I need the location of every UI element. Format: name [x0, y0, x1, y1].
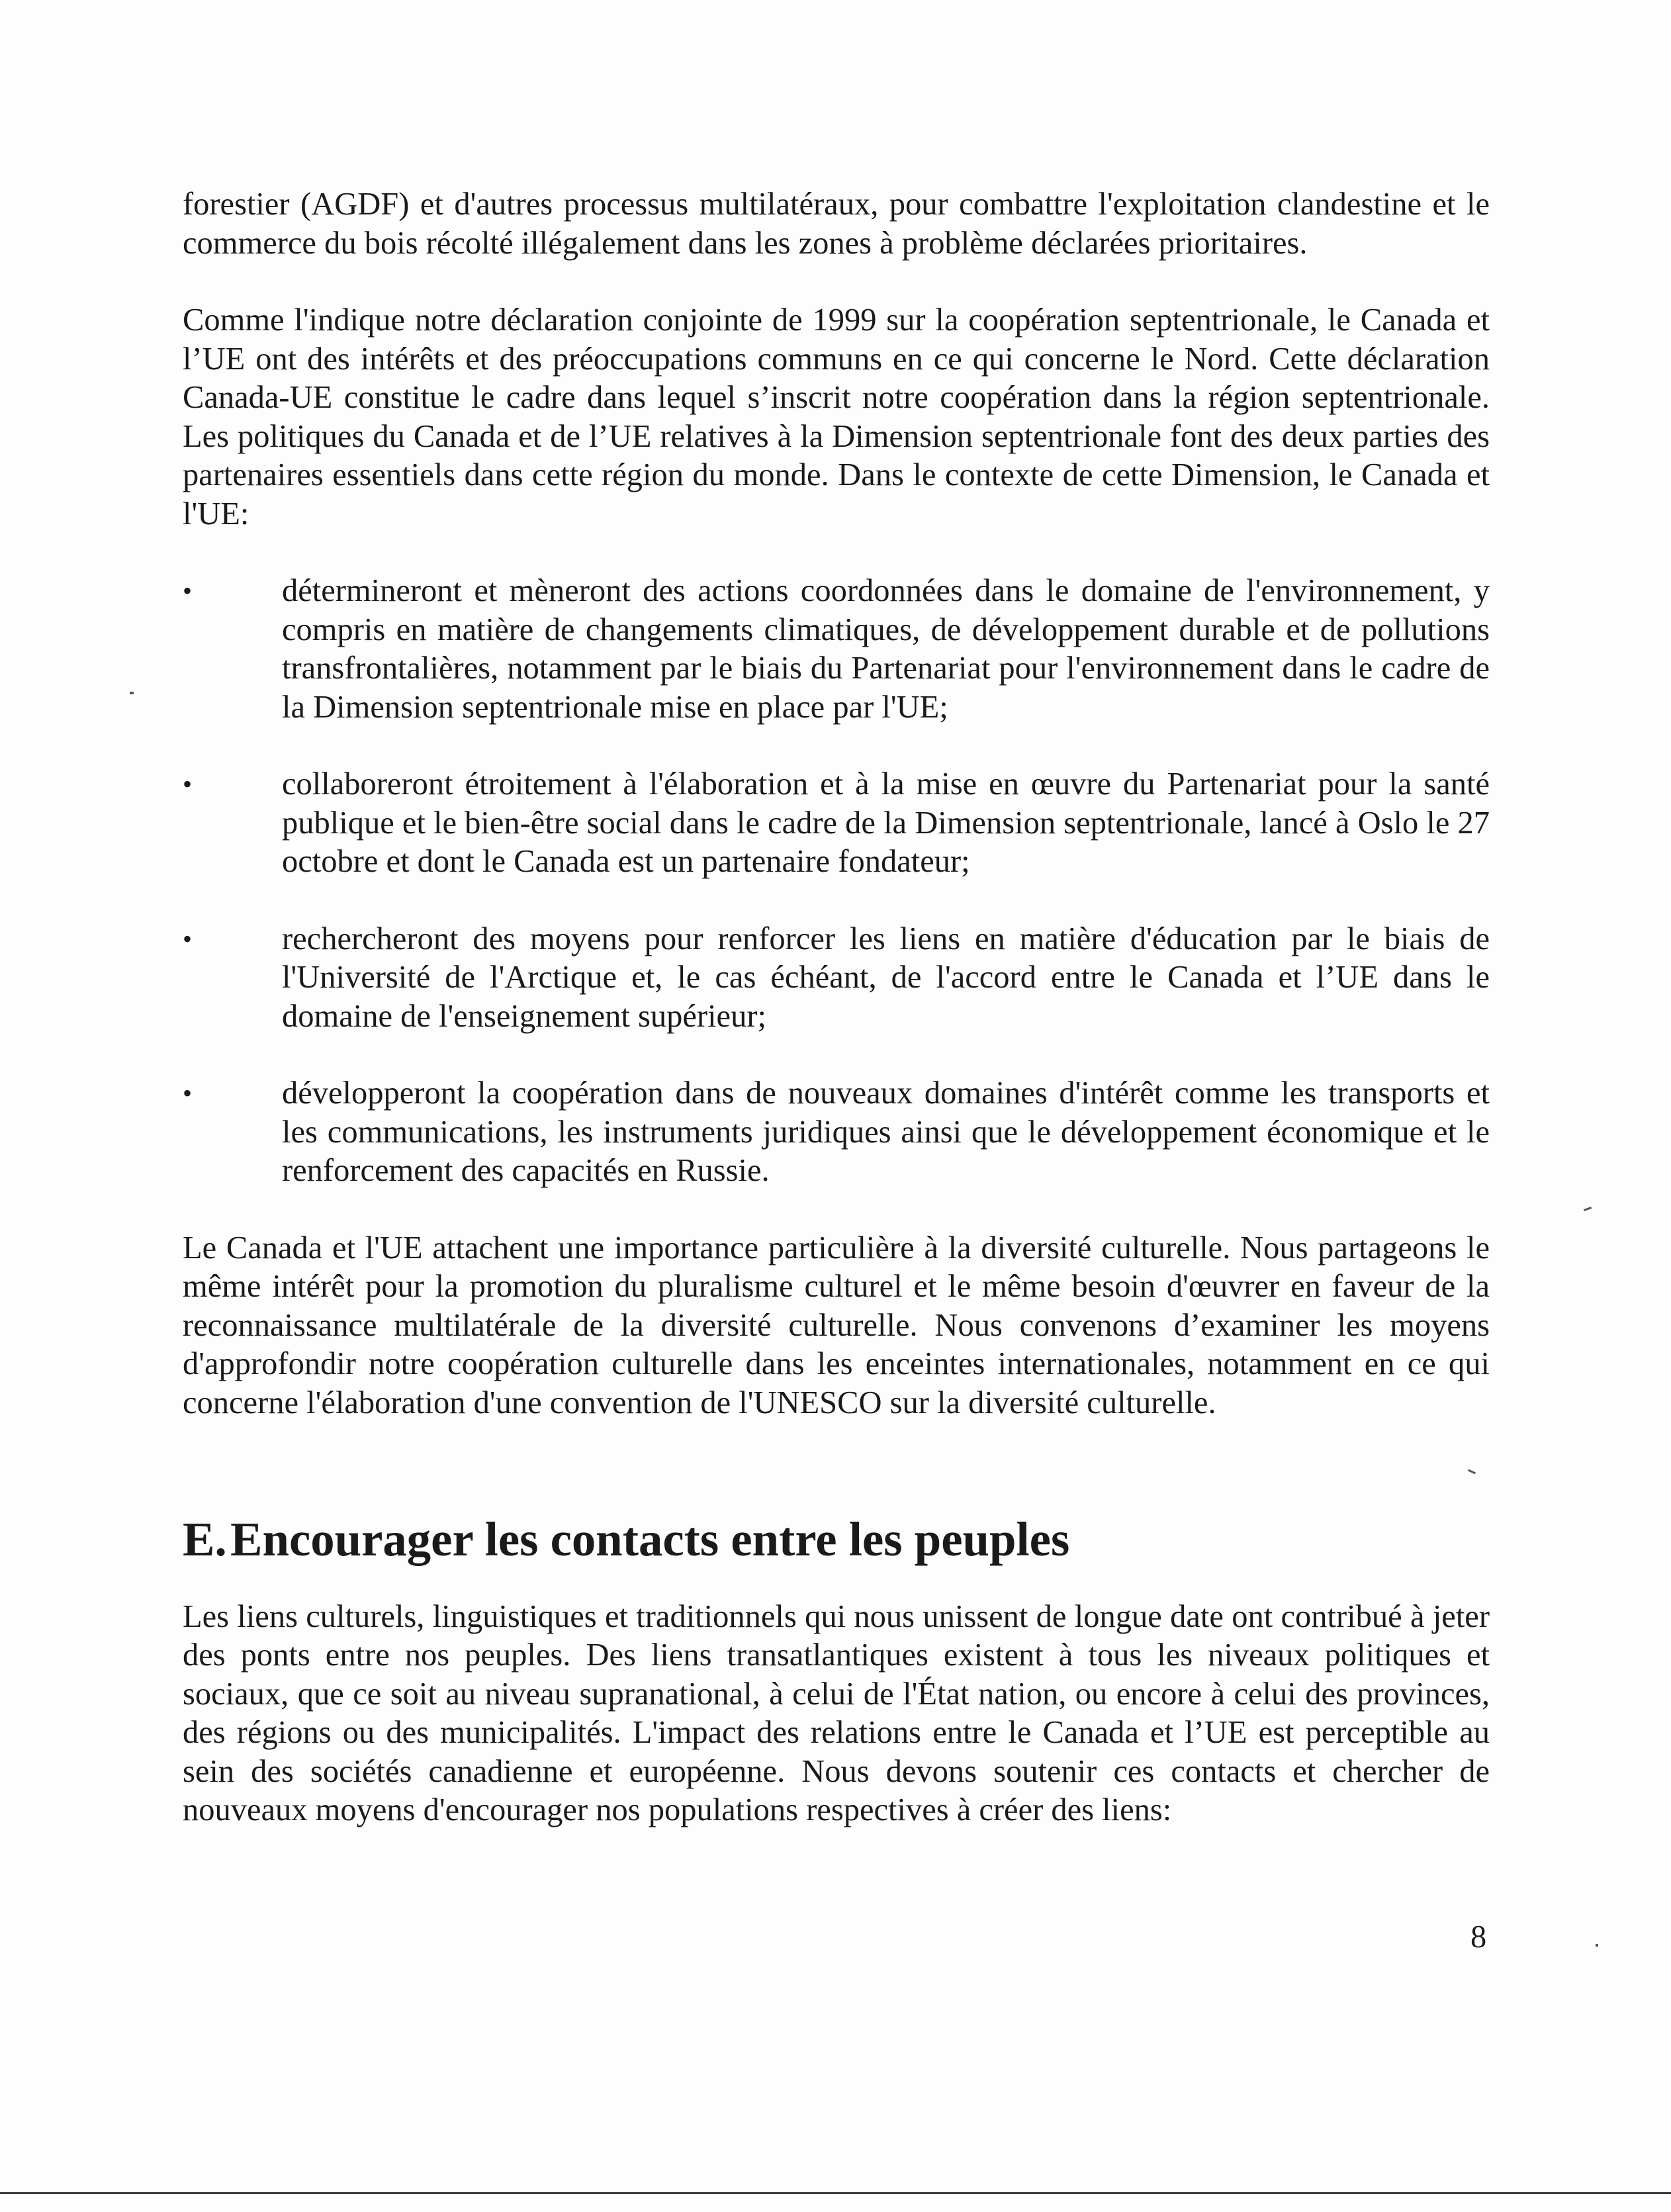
paragraph-people-contacts: Les liens culturels, linguistiques et traditionnels qui nous unissent de longue date ont contribué à jeter des ponts entre nos peuples. Des liens transatlantiques existent à tous les niveaux politiques et sociaux, que ce soit au niveau supranational, à celui de l'État nation, ou encore à celui des provinces, des régions ou des municipalités. L'impact des relations entre le Canada et l’UE est perceptible au sein des sociétés canadienne et européenne. Nous devons soutenir ces contacts et chercher de nouveaux moyens d'encourager nos populations respectives à créer des liens: [183, 1598, 1490, 1827]
paragraph-cultural-diversity: Le Canada et l'UE attachent une importance particulière à la diversité culturelle. Nous partageons le même intérêt pour la promotion du pluralisme culturel et le même besoin d'œuvrer en faveur de la reconnaissance multilatérale de la diversité culturelle. Nous convenons d’examiner les moyens d'approfondir notre coopération culturelle dans les enceintes internationales, notamment en ce qui concerne l'élaboration d'une convention de l'UNESCO sur la diversité culturelle. [183, 1230, 1490, 1420]
bullet-item-health [183, 765, 1490, 882]
scan-speck [130, 692, 134, 694]
bullet-icon: • [183, 1078, 193, 1108]
bullet-item-new-domains [183, 1074, 1490, 1191]
bullet-list-northern-actions [183, 572, 1490, 1191]
scan-speck [1596, 1944, 1598, 1947]
section-letter: E. [183, 1512, 227, 1566]
bullet-icon: • [183, 923, 193, 954]
section-title: Encourager les contacts entre les peuples [230, 1512, 1070, 1566]
paragraph-northern-cooperation: Comme l'indique notre déclaration conjointe de 1999 sur la coopération septentrionale, le Canada et l’UE ont des intérêts et des préoccupations communs en ce qui concerne le Nord. Cette déclaration Canada-UE constitue le cadre dans lequel s’inscrit notre coopération dans la région septentrionale. Les politiques du Canada et de l’UE relatives à la Dimension septentrionale font des deux parties des partenaires essentiels dans cette région du monde. Dans le contexte de cette Dimension, le Canada et l'UE: [183, 302, 1490, 531]
bullet-text: développeront la coopération dans de nouveaux domaines d'intérêt comme les transports et les communications, les instruments juridiques ainsi que le développement économique et le renforcement des capacités en Russie. [282, 1076, 1490, 1188]
bullet-icon: • [183, 769, 193, 799]
document-body [183, 185, 1490, 1830]
paragraph-forest-trade: forestier (AGDF) et d'autres processus multilatéraux, pour combattre l'exploitation clandestine et le commerce du bois récolté illégalement dans les zones à problème déclarées prioritaires. [183, 187, 1490, 261]
bullet-text: collaboreront étroitement à l'élaboration et à la mise en œuvre du Partenariat pour la santé publique et le bien-être social dans le cadre de la Dimension septentrionale, lancé à Oslo le 27 octobre et dont le Canada est un partenaire fondateur; [282, 766, 1490, 879]
bullet-item-education [183, 920, 1490, 1037]
section-heading [183, 1512, 1490, 1566]
bullet-text: détermineront et mèneront des actions coordonnées dans le domaine de l'environnement, y compris en matière de changements climatiques, de développement durable et de pollutions transfrontalières, notamment par le biais du Partenariat pour l'environnement dans le cadre de la Dimension septentrionale mise en place par l'UE; [282, 573, 1490, 725]
page-number: 8 [1470, 1919, 1487, 1955]
bullet-text: rechercheront des moyens pour renforcer les liens en matière d'éducation par le biais de l'Université de l'Arctique et, le cas échéant, de l'accord entre le Canada et l’UE dans le domaine de l'enseignement supérieur; [282, 921, 1490, 1034]
bullet-item-environment [183, 572, 1490, 727]
scan-speck [1584, 1207, 1592, 1211]
bullet-icon: • [183, 576, 193, 606]
scan-edge-line [0, 2192, 1671, 2194]
